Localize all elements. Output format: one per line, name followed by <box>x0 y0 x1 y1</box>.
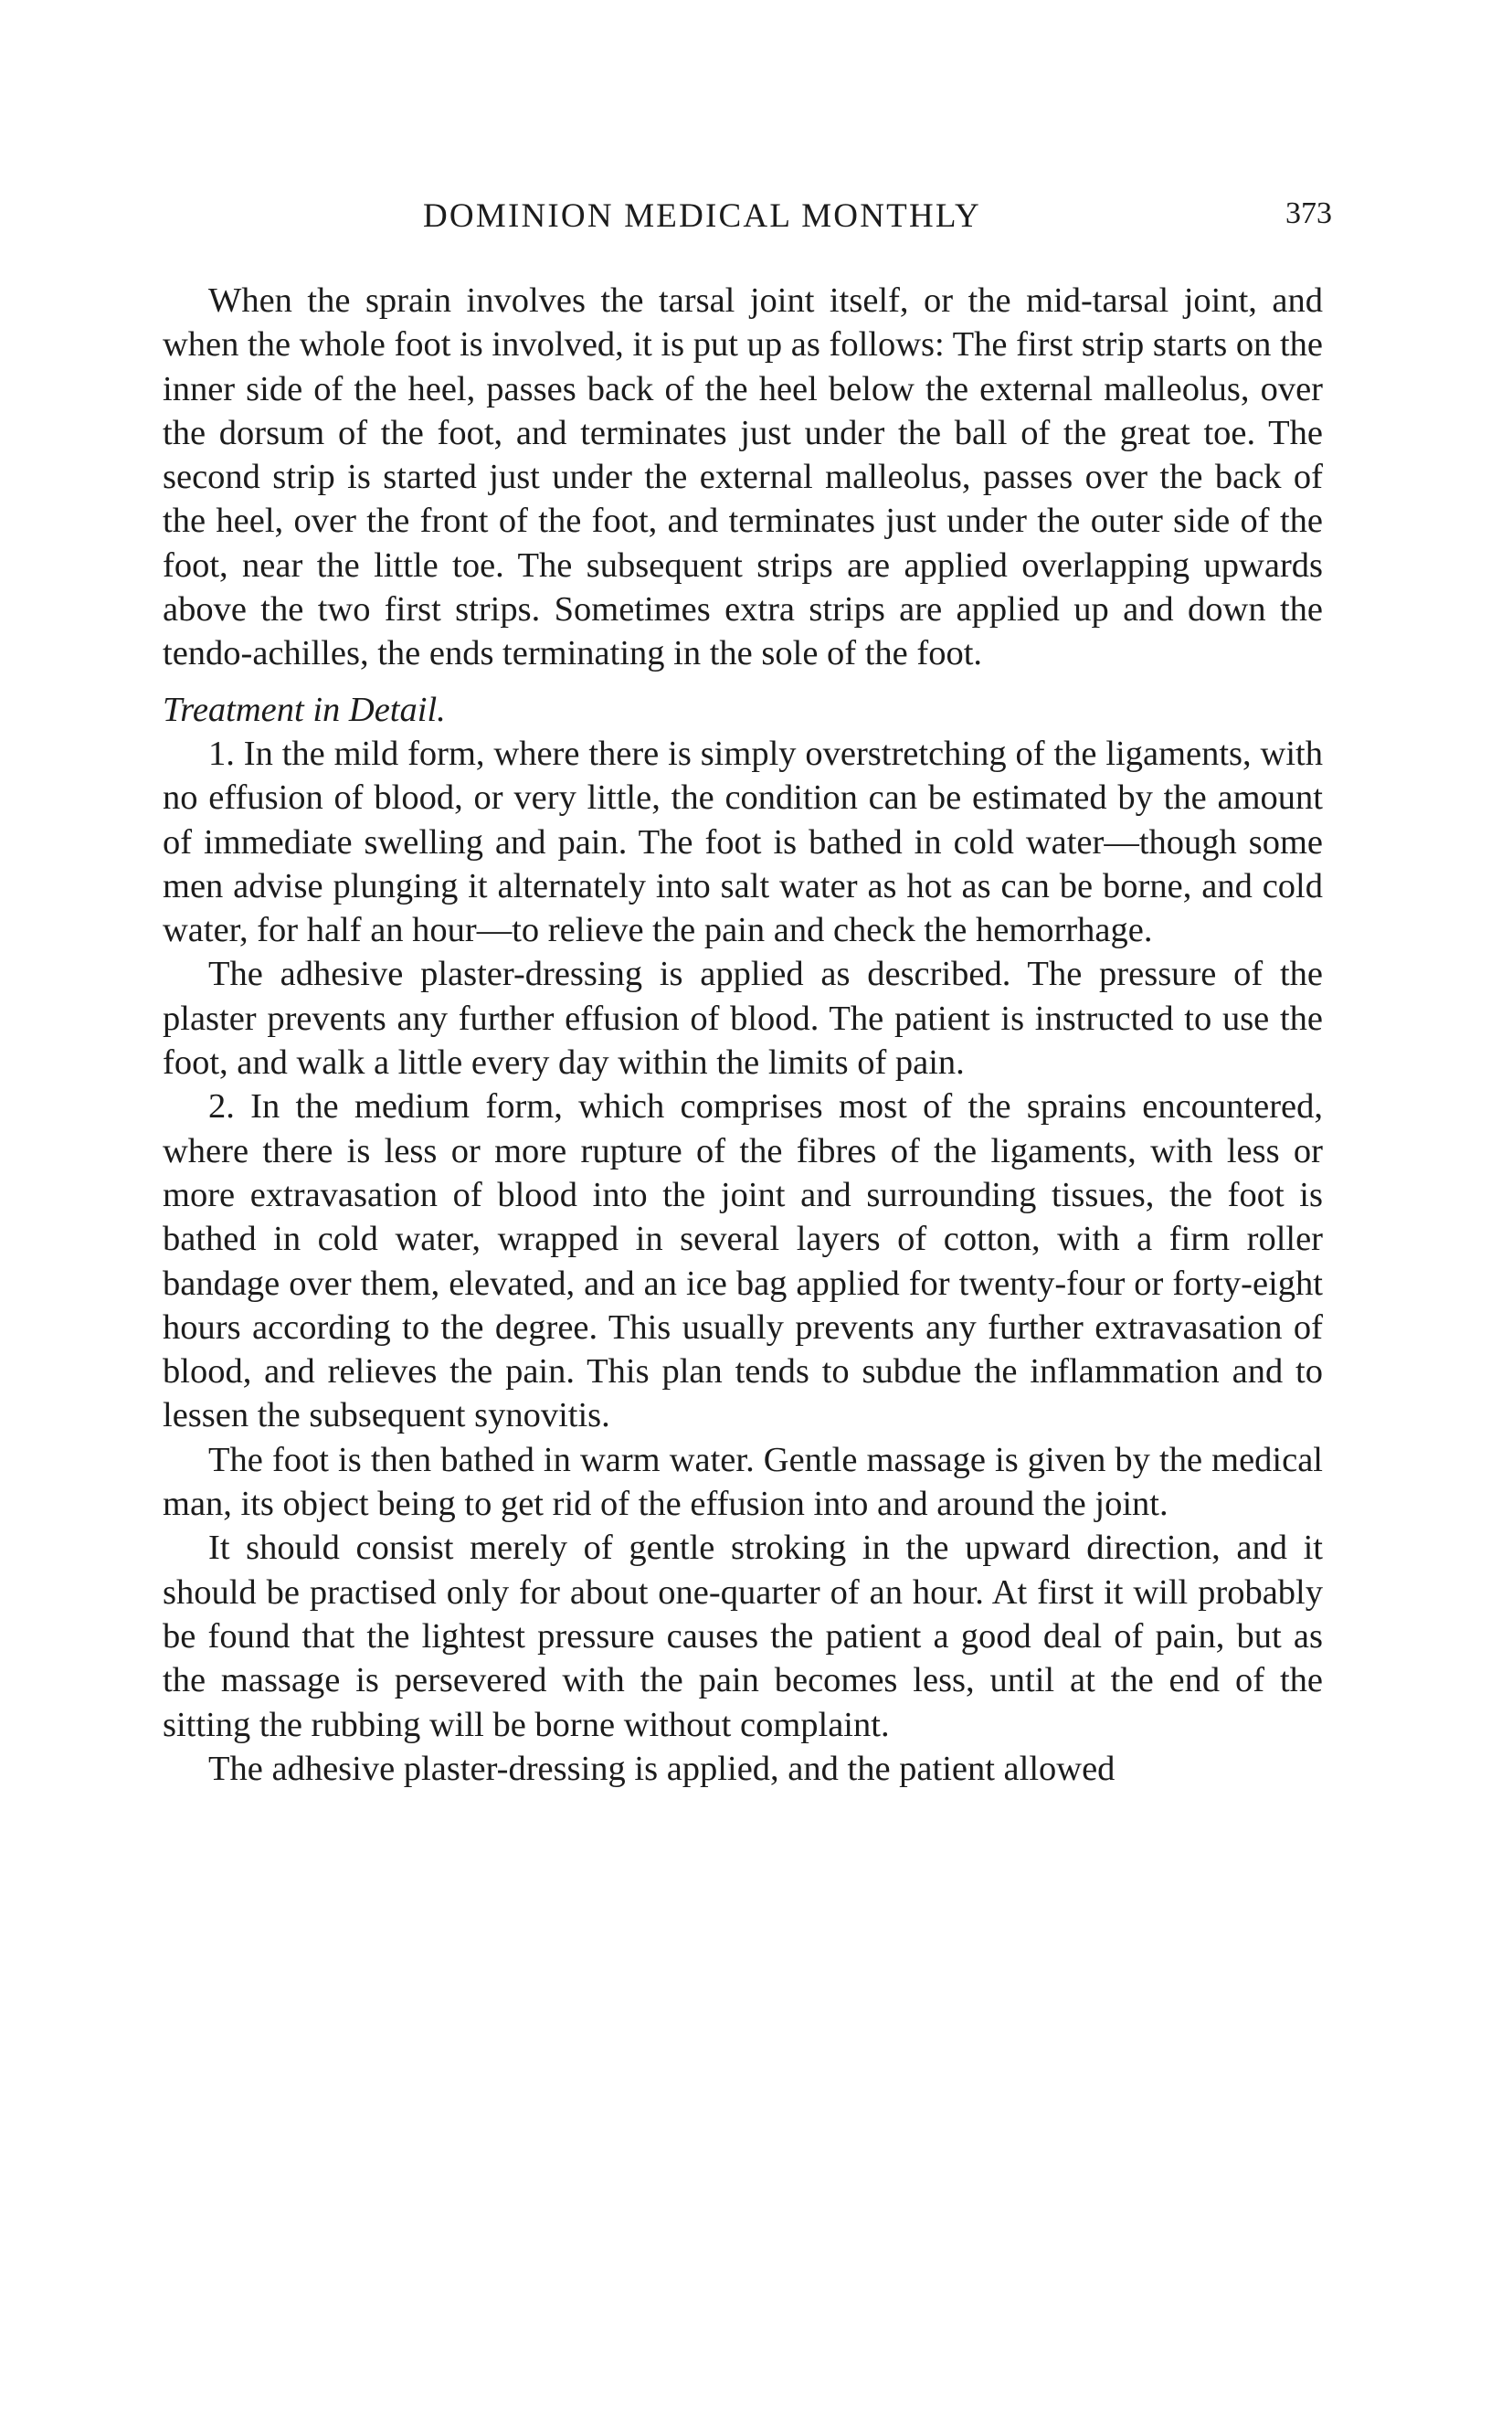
section-heading-treatment: Treatment in Detail. <box>163 690 446 729</box>
body-text <box>163 279 1323 1791</box>
running-title: DOMINION MEDICAL MONTHLY <box>423 197 981 235</box>
page-number: 373 <box>1285 196 1332 230</box>
paragraph-adhesive-dressing: The adhesive plaster-dressing is applied as described. The pressure of the plaster prevents any further effusion of blood. The patient is instructed to use the foot, and walk a little every day within the limits of pain. <box>163 955 1323 1083</box>
running-head <box>163 187 1332 260</box>
paragraph-mild-form: 1. In the mild form, where there is simply overstretching of the ligaments, with no effusion of blood, or very little, the condition can be estimated by the amount of immediate swelling and pain. The foot is bathed in cold water—though some men advise plunging it alternately into salt water as hot as can be borne, and cold water, for half an hour—to relieve the pain and check the hemorrhage. <box>163 734 1323 950</box>
paragraph-final: The adhesive plaster-dressing is applied, and the patient allowed <box>208 1749 1115 1788</box>
paragraph-medium-form: 2. In the medium form, which comprises most of the sprains encountered, where there is less or more rupture of the fibres of the ligaments, with less or more extravasation of blood into the joint and surrounding tissues, the foot is bathed in cold water, wrapped in several layers of cotton, with a firm roller bandage over them, elevated, and an ice bag applied for twenty-four or forty-eight hours according to the degree. This usually prevents any further extravasation of blood, and relieves the pain. This plan tends to subdue the inflammation and to lessen the subsequent synovitis. <box>163 1087 1323 1435</box>
document-page <box>163 187 1332 1791</box>
paragraph-warm-water: The foot is then bathed in warm water. Gentle massage is given by the medical man, its object being to get rid of the effusion into and around the joint. <box>163 1440 1323 1524</box>
paragraph-massage: It should consist merely of gentle stroking in the upward direction, and it should be practised only for about one-quarter of an hour. At first it will probably be found that the lightest pressure causes the patient a good deal of pain, but as the massage is persevered with the pain becomes less, until at the end of the sitting the rubbing will be borne without complaint. <box>163 1529 1323 1744</box>
paragraph-tarsal-joint: When the sprain involves the tarsal joint itself, or the mid-tarsal joint, and when the whole foot is involved, it is put up as follows: The first strip starts on the inner side of the heel, passes back of the heel below the external malleolus, over the dorsum of the foot, and terminates just under the ball of the great toe. The second strip is started just under the external malleolus, passes over the back of the heel, over the front of the foot, and terminates just under the outer side of the foot, near the little toe. The subsequent strips are applied overlapping upwards above the two first strips. Sometimes extra strips are applied up and down the tendo-achilles, the ends terminating in the sole of the foot. <box>163 281 1323 673</box>
